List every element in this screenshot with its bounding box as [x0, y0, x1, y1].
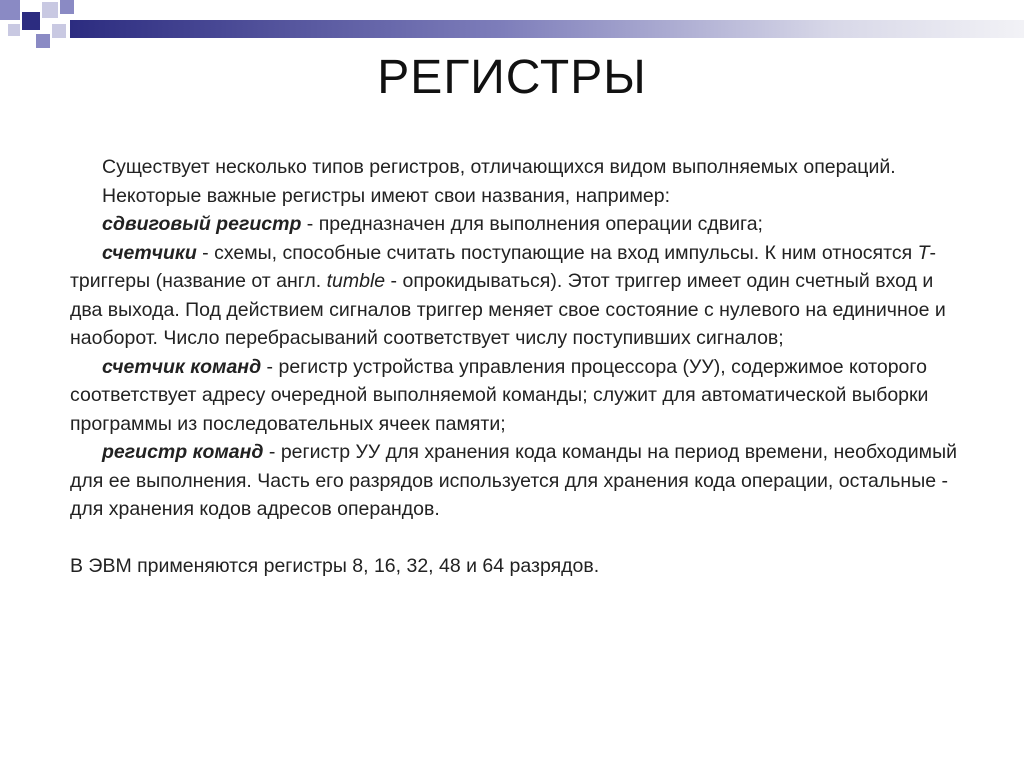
header-gradient-bar	[70, 20, 1024, 38]
word-tumble: tumble	[326, 270, 386, 292]
definition-text: - предназначен для выполнения операции сдвига;	[301, 213, 763, 235]
definition-text: - опрокидываться). Этот триггер имеет один счетный вход и два выхода. Под действием сигналов триггер меняет свое состояние с нулевого на единичное и наоборот. Число перебрасываний соответствует числу поступивших сигналов;	[70, 270, 946, 349]
slide-title: РЕГИСТРЫ	[377, 51, 647, 104]
paragraph-counters	[70, 239, 970, 353]
definition-text: - схемы, способные считать поступающие на вход импульсы. К ним относятся	[196, 241, 918, 264]
decorative-square	[8, 24, 20, 36]
decorative-square	[52, 24, 66, 38]
decorative-square	[42, 2, 58, 18]
paragraph-names: Некоторые важные регистры имеют свои названия, например:	[102, 184, 671, 207]
paragraph-spacer	[70, 524, 970, 553]
term-program-counter: счетчик команд	[102, 355, 262, 378]
decorative-square	[0, 0, 20, 20]
slide-body	[70, 153, 970, 581]
decorative-square	[36, 34, 50, 48]
term-shift-register: сдвиговый регистр	[102, 213, 302, 235]
definition-text: - регистр УУ для хранения кода команды на период времени, необходимый для ее выполнения. Часть его разрядов используется для хранения кода операции, остальные - для хранения кодов адресов операндов.	[70, 441, 958, 520]
decorative-square	[60, 0, 74, 14]
definition-text: - регистр устройства управления процессора (УУ), содержимое которого соответствует адресу очередной выполняемой команды; служит для автоматической выборки программы из последовательных ячеек памяти;	[70, 355, 929, 435]
paragraph-register-sizes: В ЭВМ применяются регистры 8, 16, 32, 48 и 64 разрядов.	[70, 555, 600, 577]
t-letter: Т	[917, 241, 930, 264]
term-instruction-register: регистр команд	[102, 441, 264, 463]
paragraph-instruction-register	[70, 438, 970, 524]
paragraph-program-counter	[70, 353, 970, 439]
paragraph-intro: Существует несколько типов регистров, отличающихся видом выполняемых операций.	[102, 156, 896, 178]
decorative-square	[22, 12, 40, 30]
definition-text: -триггеры (название от англ.	[70, 241, 936, 292]
term-counters: счетчики	[102, 241, 197, 264]
paragraph-shift-register	[70, 210, 970, 239]
